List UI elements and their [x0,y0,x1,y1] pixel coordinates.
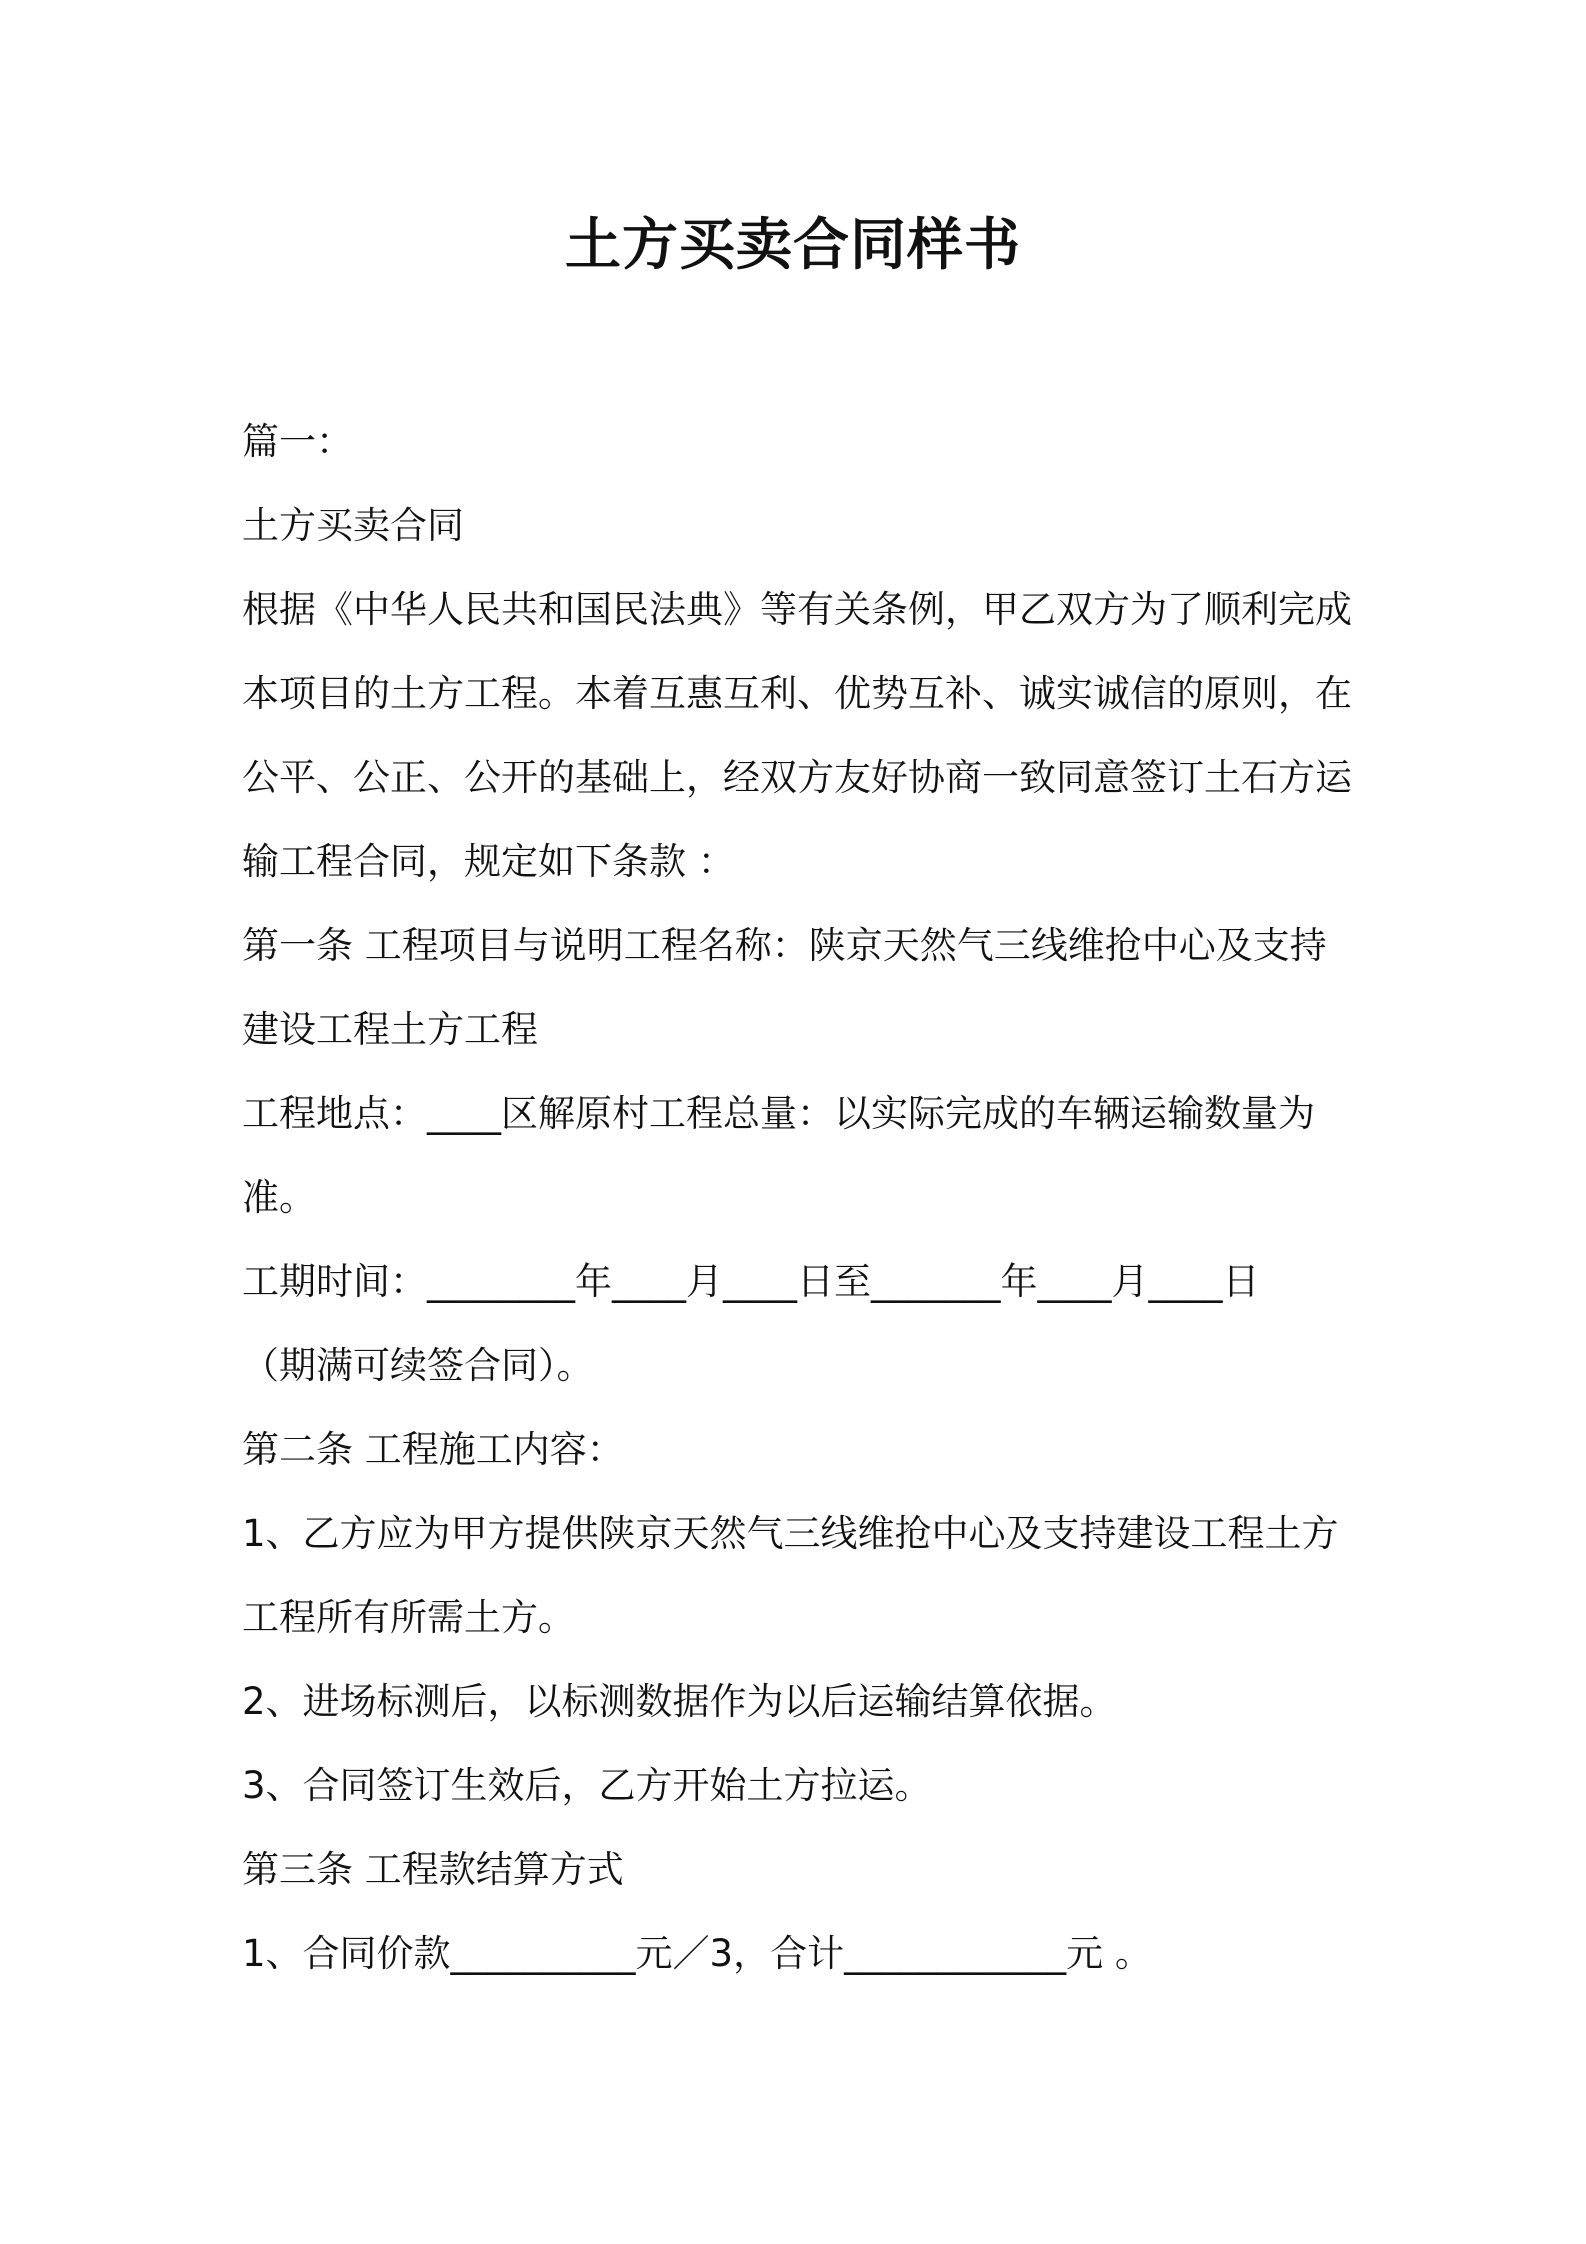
text-line: 根据《中华人民共和国民法典》等有关条例，甲乙双方为了顺利完成 [242,588,1352,631]
text-line: 第一条 工程项目与说明工程名称：陕京天然气三线维抢中心及支持 [242,924,1327,967]
text-line: 土方买卖合同 [242,504,464,547]
text-line: 本项目的土方工程。本着互惠互利、优势互补、诚实诚信的原则，在 [242,672,1352,715]
text-line: （期满可续签合同）。 [242,1344,594,1387]
text-line: 建设工程土方工程 [242,1008,538,1051]
text-line: 第二条 工程施工内容： [242,1428,624,1471]
text-line: 3、合同签订生效后，乙方开始土方拉运。 [242,1764,932,1807]
text-line: 1、乙方应为甲方提供陕京天然气三线维抢中心及支持建设工程土方 [242,1512,1339,1555]
text-line: 第三条 工程款结算方式 [242,1848,624,1891]
document-body [242,400,1362,1996]
text-line: 1、合同价款__________元／3，合计____________元 。 [242,1932,1152,1975]
text-line: 工程地点：____区解原村工程总量：以实际完成的车辆运输数量为 [242,1092,1315,1135]
text-line: 篇一： [242,420,353,463]
text-line: 2、进场标测后，以标测数据作为以后运输结算依据。 [242,1680,1117,1723]
text-line: 工程所有所需土方。 [242,1596,575,1639]
text-line: 工期时间：________年____月____日至_______年____月____日 [242,1260,1260,1303]
document-title: 土方买卖合同样书 [565,213,1021,278]
text-line: 公平、公正、公开的基础上，经双方友好协商一致同意签订土石方运 [242,756,1352,799]
text-line: 输工程合同，规定如下条款 ： [242,840,735,883]
text-line: 准。 [242,1176,316,1219]
